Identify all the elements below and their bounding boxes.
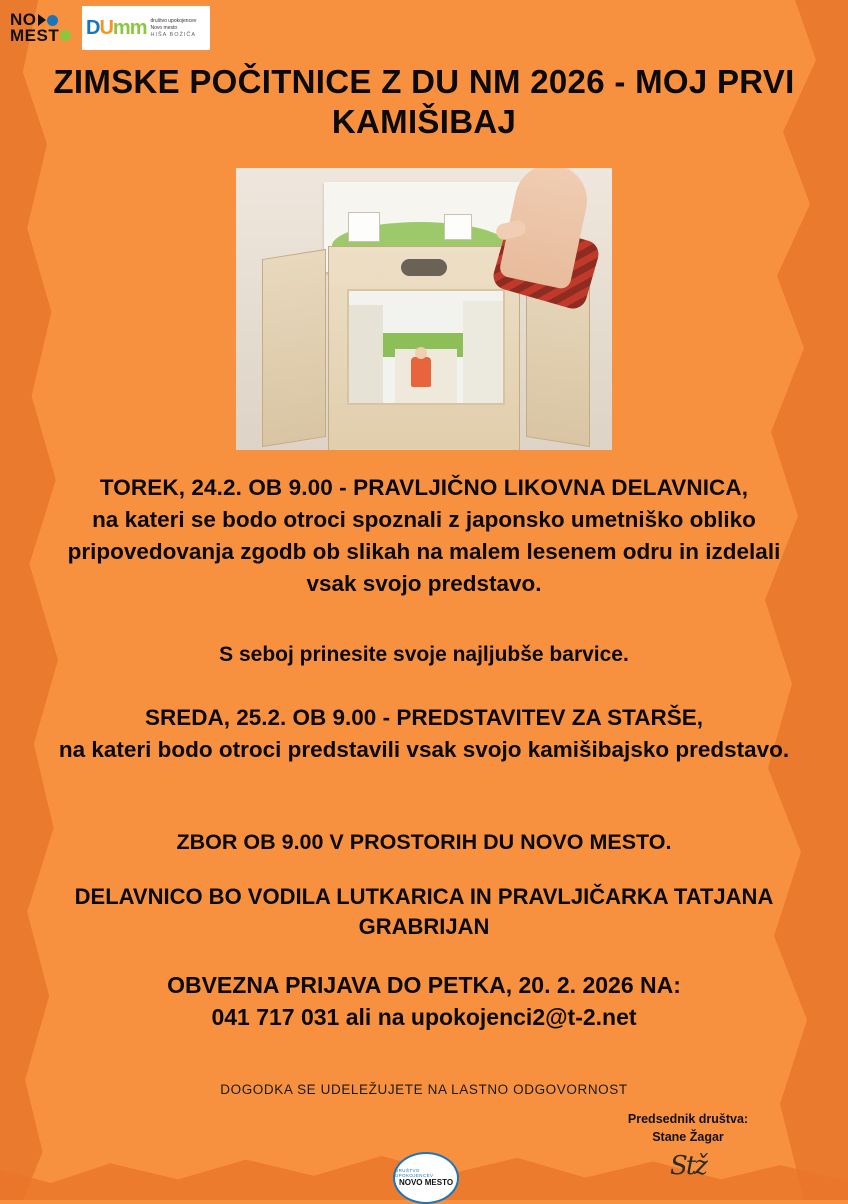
bring-note: S seboj prinesite svoje najljubše barvice. [219, 643, 629, 666]
seal-top-text: DRUŠTVO UPOKOJENCEV [395, 1168, 434, 1178]
dumm-logo-subtitle: društvo upokojencev Novo mesto [150, 18, 197, 31]
tuesday-heading: TOREK, 24.2. OB 9.00 - PRAVLJIČNO LIKOVNA DELAVNICA, [99, 475, 749, 500]
signature-name: Stane Žagar [652, 1130, 724, 1145]
photo-stage-left-panel [262, 249, 326, 447]
registration-section [0, 970, 848, 1033]
signature-block [588, 1110, 788, 1186]
photo-stage-center-panel [328, 246, 520, 450]
tuesday-body: na kateri se bodo otroci spoznali z japonsko umetniško obliko pripovedovanja zgodb ob slikah na malem lesenem odru in izdelali vsak svojo predstavo. [67, 506, 781, 596]
dumm-logo [82, 6, 210, 50]
chevron-right-icon [38, 14, 46, 26]
green-dot-icon [60, 30, 71, 41]
signature-mark: Stž [670, 1151, 706, 1182]
contact-info[interactable]: 041 717 031 ali na upokojenci2@t-2.net [211, 1003, 637, 1030]
dumm-logo-tagline: HIŠA BOŽIČA [150, 31, 197, 38]
wednesday-body: na kateri bodo otroci predstavili vsak svojo kamišibajsko predstavo. [58, 736, 790, 762]
tuesday-section [0, 472, 848, 600]
disclaimer-text: DOGODKA SE UDELEŽUJETE NA LASTNO ODGOVORNOST [220, 1082, 628, 1097]
gathering-note: ZBOR OB 9.00 V PROSTORIH DU NOVO MESTO. [176, 830, 672, 854]
seal-main-text: NOVO MESTO [398, 1177, 454, 1187]
dumm-logo-mark: DUmm [86, 17, 147, 39]
logo-bar [10, 6, 210, 50]
wednesday-heading: SREDA, 25.2. OB 9.00 - PREDSTAVITEV ZA STARŠE, [144, 705, 704, 730]
page-title: ZIMSKE POČITNICE Z DU NM 2026 - MOJ PRVI KAMIŠIBAJ [53, 63, 795, 141]
novo-mesto-logo [10, 6, 72, 50]
novo-mesto-logo-line1: NO [10, 10, 37, 30]
kamishibai-photo [236, 168, 612, 450]
signature-role: Predsednik društva: [627, 1112, 749, 1126]
photo-stage-window [347, 289, 505, 405]
association-seal [393, 1152, 459, 1204]
wednesday-section [0, 702, 848, 766]
blue-dot-icon [47, 15, 58, 26]
photo-stage-slot [401, 259, 447, 276]
workshop-leader: DELAVNICO BO VODILA LUTKARICA IN PRAVLJIČARKA TATJANA GRABRIJAN [74, 884, 774, 939]
novo-mesto-logo-line2: MEST [10, 26, 60, 45]
registration-deadline: OBVEZNA PRIJAVA DO PETKA, 20. 2. 2026 NA: [167, 972, 681, 998]
